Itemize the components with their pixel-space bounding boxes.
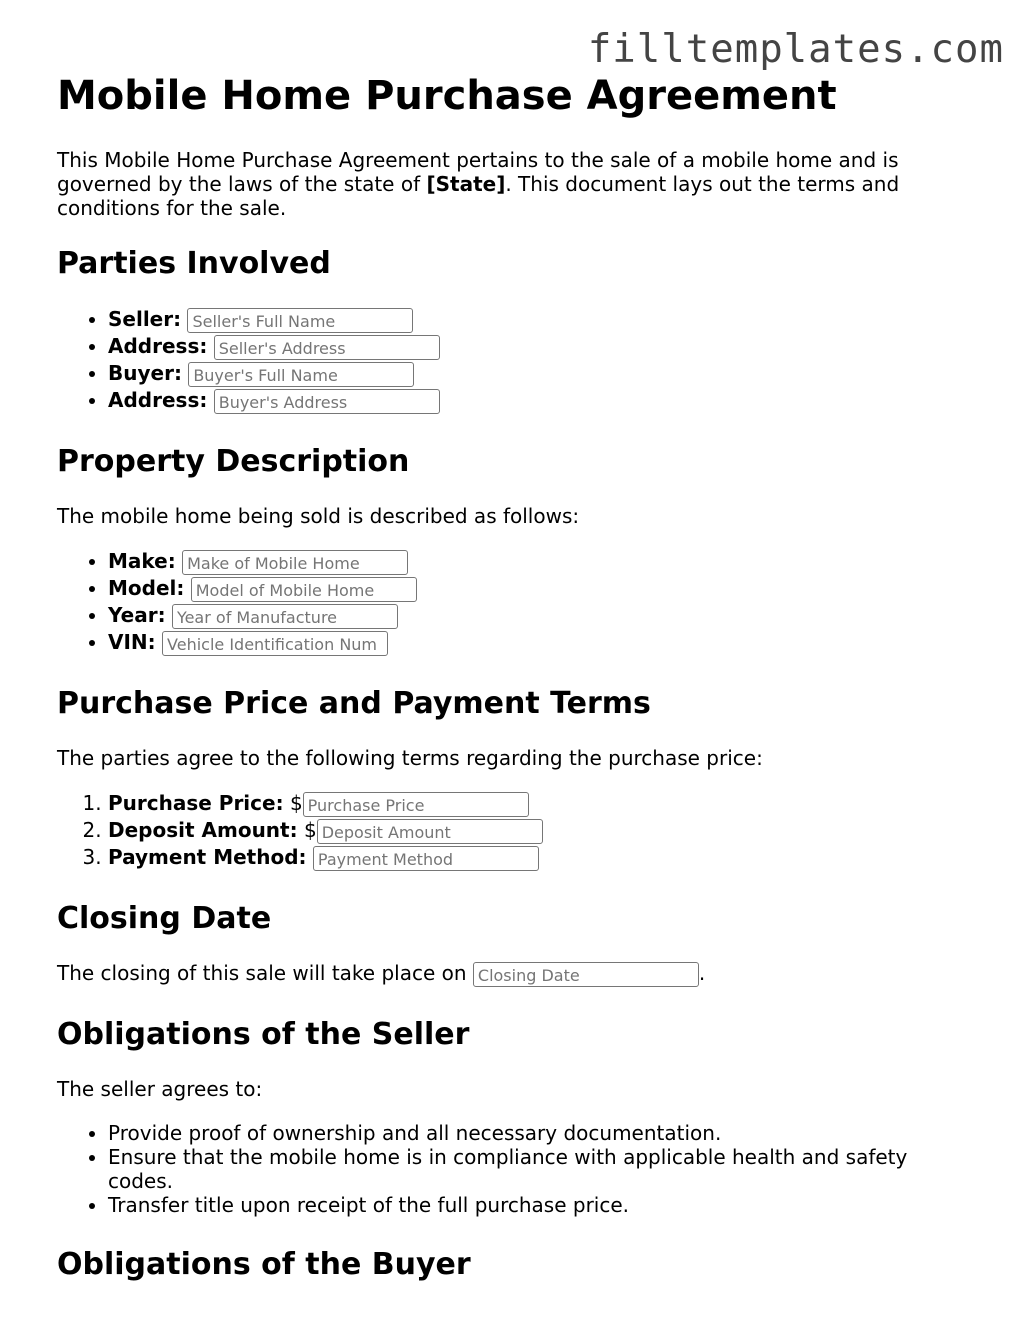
list-item xyxy=(108,629,957,656)
closing-paragraph xyxy=(57,961,957,987)
state-placeholder: [State] xyxy=(426,172,506,196)
payment-method-label: Payment Method: xyxy=(108,845,307,869)
vin-input[interactable] xyxy=(162,631,388,656)
make-label: Make: xyxy=(108,549,176,573)
purchase-text: The parties agree to the following terms regarding the purchase price: xyxy=(57,746,763,770)
buyer-obligations-heading: Obligations of the Buyer xyxy=(57,1247,471,1282)
closing-date-input[interactable] xyxy=(473,962,699,987)
seller-name-input[interactable] xyxy=(187,308,413,333)
model-input[interactable] xyxy=(191,577,417,602)
list-item xyxy=(108,817,957,844)
purchase-price-input[interactable] xyxy=(303,792,529,817)
parties-list xyxy=(57,306,957,414)
buyer-label: Buyer: xyxy=(108,361,182,385)
property-text: The mobile home being sold is described as follows: xyxy=(57,504,580,528)
closing-text: The closing of this sale will take place on xyxy=(57,961,467,985)
seller-obligations-text: The seller agrees to: xyxy=(57,1077,263,1101)
intro-text-2: . This document lays out the terms and conditions for the sale. xyxy=(57,172,900,220)
document-page xyxy=(57,72,957,1307)
parties-heading: Parties Involved xyxy=(57,246,331,281)
list-item xyxy=(108,360,957,387)
deposit-amount-label: Deposit Amount: xyxy=(108,818,298,842)
list-item xyxy=(108,575,957,602)
list-item: • Provide proof of ownership and all necessary documentation. xyxy=(108,1121,957,1145)
vin-label: VIN: xyxy=(108,630,156,654)
seller-address-label: Address: xyxy=(108,334,208,358)
year-input[interactable] xyxy=(172,604,398,629)
make-input[interactable] xyxy=(182,550,408,575)
purchase-list xyxy=(57,790,957,871)
list-item xyxy=(108,790,957,817)
intro-text-1: This Mobile Home Purchase Agreement pertains to the sale of a mobile home and is governed by the laws of the state of xyxy=(57,148,899,196)
list-item xyxy=(108,387,957,414)
buyer-address-input[interactable] xyxy=(214,389,440,414)
currency-symbol: $ xyxy=(289,791,303,815)
list-item: • Transfer title upon receipt of the full purchase price. xyxy=(108,1193,957,1217)
list-item xyxy=(108,844,957,871)
list-item xyxy=(108,548,957,575)
closing-heading: Closing Date xyxy=(57,901,272,936)
year-label: Year: xyxy=(108,603,166,627)
model-label: Model: xyxy=(108,576,185,600)
seller-label: Seller: xyxy=(108,307,182,331)
list-item xyxy=(108,306,957,333)
seller-obligations-list xyxy=(57,1121,957,1217)
buyer-address-label: Address: xyxy=(108,388,208,412)
page-title: Mobile Home Purchase Agreement xyxy=(57,73,837,119)
currency-symbol: $ xyxy=(303,818,317,842)
purchase-heading: Purchase Price and Payment Terms xyxy=(57,686,651,721)
property-list xyxy=(57,548,957,656)
watermark: filltemplates.com xyxy=(587,27,1004,72)
seller-obligations-heading: Obligations of the Seller xyxy=(57,1017,470,1052)
purchase-price-label: Purchase Price: xyxy=(108,791,284,815)
payment-method-input[interactable] xyxy=(313,846,539,871)
list-item xyxy=(108,602,957,629)
list-item xyxy=(108,333,957,360)
deposit-amount-input[interactable] xyxy=(317,819,543,844)
seller-address-input[interactable] xyxy=(214,335,440,360)
closing-period: . xyxy=(698,961,706,985)
property-heading: Property Description xyxy=(57,444,410,479)
intro-paragraph xyxy=(57,148,957,220)
list-item: • Ensure that the mobile home is in compliance with applicable health and safety codes. xyxy=(108,1145,957,1193)
buyer-name-input[interactable] xyxy=(188,362,414,387)
